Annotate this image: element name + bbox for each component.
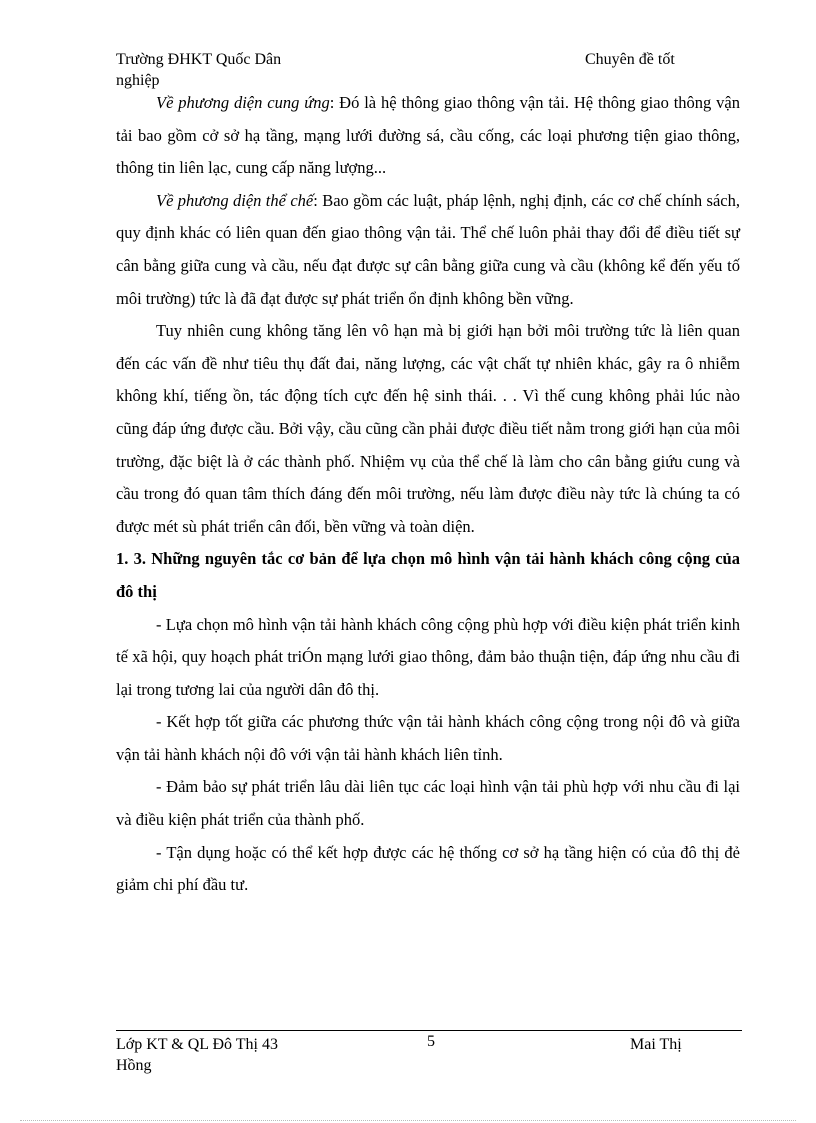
bullet-item: - Lựa chọn mô hình vận tải hành khách công cộng phù hợp với điều kiện phát triển kinh tế xã hội, quy hoạch phát triÓn mạng lưới giao thông, đảm bảo thuận tiện, đáp ứng nhu cầu đi lại trong tương lai của người dân đô thị. [116, 614, 740, 699]
header-right: Chuyên đề tốt [585, 51, 675, 68]
bullet-item: - Kết hợp tốt giữa các phương thức vận tải hành khách công cộng trong nội đô và giữa vận tải hành khách nội đô với vận tải hành khách liên tỉnh. [116, 712, 740, 764]
bullet-item: - Đảm bảo sự phát triển lâu dài liên tục các loại hình vận tải phù hợp với nhu cầu đi lại và điều kiện phát triển của thành phố. [116, 777, 740, 830]
footer-divider [116, 1030, 742, 1031]
page-edge-divider [20, 1120, 796, 1121]
footer-right: Mai Thị [630, 1036, 682, 1053]
bullet-item: - Tận dụng hoặc có thể kết hợp được các hệ thống cơ sở hạ tầng hiện có của đô thị đẻ giảm chi phí đầu tư. [116, 842, 740, 895]
page-number: 5 [427, 1033, 435, 1050]
paragraph-institution [116, 185, 740, 315]
footer-left-line1: Lớp KT & QL Đô Thị 43 [116, 1036, 278, 1053]
paragraph-institution-text: : Bao gồm các luật, pháp lệnh, nghị định, các cơ chế chính sách, quy định khác có liên quan đến giao thông vận tải. Thể chế luôn phải thay đổi để điều tiết sự cân bằng giữa cung và cầu, nếu đạt được sự cân bằng giữa cung và cầu (không kể đến yếu tố môi trường) tức là đã đạt được sự phát triển ổn định không bền vững. [116, 190, 740, 308]
footer-left-line2: Hồng [116, 1057, 152, 1074]
header-left-line1: Trường ĐHKT Quốc Dân [116, 51, 282, 68]
paragraph-limits: Tuy nhiên cung không tăng lên vô hạn mà bị giới hạn bởi môi trường tức là liên quan đến các vấn đề như tiêu thụ đất đai, năng lượng, các vật chất tự nhiên khác, gây ra ô nhiễm không khí, tiếng ồn, tác động tích cực đến hệ sinh thái. . . Vì thế cung không phải lúc nào cũng đáp ứng được cầu. Bởi vậy, cầu cũng cần phải được điều tiết nằm trong giới hạn của môi trường, đặc biệt là ở các thành phố. Nhiệm vụ của thể chế là làm cho cân bằng giứu cung và cầu trong đó quan tâm thích đáng đến môi trường, nếu làm được điều này tức là chúng ta có được mét sù phát triển cân đối, bền vững và toàn diện. [116, 321, 740, 536]
document-body [116, 87, 740, 902]
paragraph-supply [116, 87, 740, 185]
paragraph-supply-text: : Đó là hệ thông giao thông vận tải. Hệ thông giao thông vận tải bao gồm cở sở hạ tầng, mạng lưới đường sá, cầu cống, các loại phương tiện giao thông, thông tin liên lạc, cung cấp năng lượng... [116, 93, 740, 178]
section-heading: 1. 3. Những nguyên tắc cơ bản để lựa chọn mô hình vận tải hành khách công cộng của đô thị [116, 549, 740, 601]
paragraph-institution-label: Về phương diện thể chế [156, 190, 314, 210]
paragraph-supply-label: Về phương diện cung ứng [156, 93, 330, 112]
header-left-line2: nghiệp [116, 72, 160, 89]
